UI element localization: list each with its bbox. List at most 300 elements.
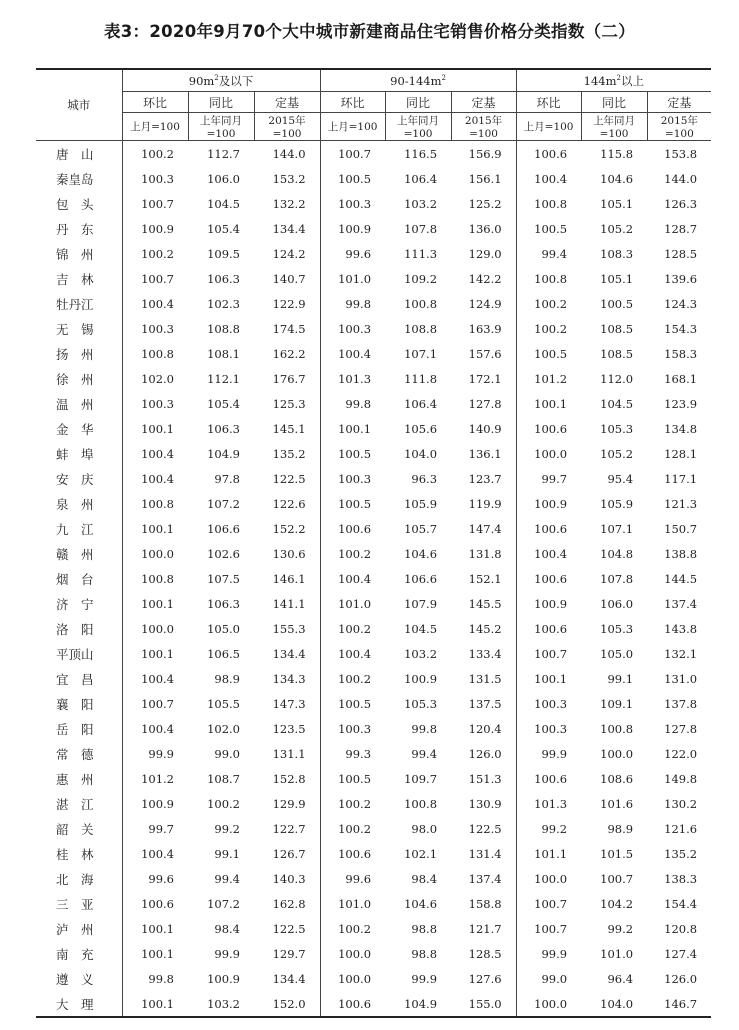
base-prev-year: 上年同月=100 bbox=[188, 113, 254, 141]
index-value: 105.1 bbox=[600, 271, 634, 286]
index-value: 131.0 bbox=[664, 671, 698, 686]
index-value: 100.3 bbox=[320, 466, 385, 491]
index-value: 106.4 bbox=[404, 396, 438, 411]
index-value: 122.5 bbox=[272, 921, 306, 936]
index-value: 105.9 bbox=[404, 496, 438, 511]
base-prev-month: 上月=100 bbox=[122, 113, 188, 141]
index-value: 154.4 bbox=[664, 896, 698, 911]
index-value: 99.9 bbox=[516, 941, 581, 966]
index-value: 100.0 bbox=[141, 546, 174, 561]
index-value: 100.3 bbox=[141, 396, 174, 411]
index-value: 105.7 bbox=[404, 521, 438, 536]
index-value: 105.0 bbox=[207, 621, 240, 636]
index-value: 100.1 bbox=[320, 416, 385, 441]
city-name: 烟 台 bbox=[36, 566, 122, 591]
city-name: 湛 江 bbox=[36, 791, 122, 816]
index-value: 99.6 bbox=[320, 866, 385, 891]
index-value: 98.0 bbox=[411, 821, 438, 836]
city-name: 蚌 埠 bbox=[36, 441, 122, 466]
table-row bbox=[36, 666, 711, 691]
index-value: 107.1 bbox=[404, 346, 438, 361]
index-value: 100.5 bbox=[320, 766, 385, 791]
index-value: 131.8 bbox=[468, 546, 502, 561]
index-value: 100.4 bbox=[141, 671, 174, 686]
index-value: 144.0 bbox=[664, 171, 698, 186]
base-2015: 2015年=100 bbox=[254, 113, 320, 141]
subheader-yoy: 同比 bbox=[581, 92, 647, 113]
index-value: 137.5 bbox=[468, 696, 502, 711]
index-value: 100.8 bbox=[600, 721, 634, 736]
index-value: 120.8 bbox=[664, 921, 698, 936]
index-value: 100.7 bbox=[600, 871, 634, 886]
index-value: 100.0 bbox=[141, 621, 174, 636]
index-value: 100.2 bbox=[516, 316, 581, 341]
index-value: 122.0 bbox=[664, 746, 698, 761]
index-value: 107.8 bbox=[404, 221, 438, 236]
city-name: 桂 林 bbox=[36, 841, 122, 866]
index-value: 100.8 bbox=[141, 346, 174, 361]
index-value: 100.2 bbox=[516, 291, 581, 316]
index-value: 108.5 bbox=[600, 346, 634, 361]
group-header-large: $144m^2$以上 bbox=[516, 69, 711, 92]
index-value: 102.0 bbox=[207, 721, 240, 736]
table-row bbox=[36, 216, 711, 241]
index-value: 100.2 bbox=[320, 616, 385, 641]
city-name: 南 充 bbox=[36, 941, 122, 966]
index-value: 104.5 bbox=[207, 196, 240, 211]
index-value: 107.9 bbox=[404, 596, 438, 611]
index-value: 100.9 bbox=[516, 491, 581, 516]
table-row bbox=[36, 341, 711, 366]
index-value: 129.0 bbox=[468, 246, 502, 261]
index-value: 152.2 bbox=[272, 521, 306, 536]
index-value: 112.1 bbox=[207, 371, 240, 386]
index-value: 138.3 bbox=[664, 871, 698, 886]
table-row bbox=[36, 516, 711, 541]
index-value: 127.6 bbox=[468, 971, 502, 986]
index-value: 109.5 bbox=[207, 246, 240, 261]
table-title: 表3：2020年9月70个大中城市新建商品住宅销售价格分类指数（二） bbox=[103, 22, 636, 41]
index-value: 100.2 bbox=[141, 246, 174, 261]
table-header bbox=[36, 69, 711, 141]
index-value: 99.6 bbox=[320, 241, 385, 266]
index-value: 174.5 bbox=[272, 321, 306, 336]
index-value: 156.1 bbox=[468, 171, 502, 186]
index-value: 100.7 bbox=[141, 196, 174, 211]
index-value: 176.7 bbox=[272, 371, 306, 386]
index-value: 100.2 bbox=[320, 791, 385, 816]
index-value: 157.6 bbox=[468, 346, 502, 361]
city-name: 韶 关 bbox=[36, 816, 122, 841]
index-value: 101.3 bbox=[320, 366, 385, 391]
index-value: 103.2 bbox=[188, 991, 254, 1017]
index-value: 106.5 bbox=[207, 646, 240, 661]
city-name: 吉 林 bbox=[36, 266, 122, 291]
index-value: 99.8 bbox=[320, 291, 385, 316]
index-value: 147.3 bbox=[272, 696, 306, 711]
table-row bbox=[36, 641, 711, 666]
index-value: 137.4 bbox=[468, 871, 502, 886]
index-value: 105.4 bbox=[207, 221, 240, 236]
index-value: 98.9 bbox=[607, 821, 634, 836]
city-column-header: 城市 bbox=[36, 69, 122, 141]
index-value: 100.6 bbox=[516, 566, 581, 591]
city-name: 大 理 bbox=[36, 991, 122, 1017]
table-row bbox=[36, 716, 711, 741]
index-value: 100.5 bbox=[320, 441, 385, 466]
index-value: 104.0 bbox=[404, 446, 438, 461]
index-value: 139.6 bbox=[664, 271, 698, 286]
city-name: 九 江 bbox=[36, 516, 122, 541]
index-value: 162.8 bbox=[272, 896, 306, 911]
index-value: 100.6 bbox=[516, 516, 581, 541]
index-value: 106.0 bbox=[600, 596, 634, 611]
index-value: 101.1 bbox=[516, 841, 581, 866]
index-value: 105.0 bbox=[600, 646, 634, 661]
index-value: 100.4 bbox=[320, 641, 385, 666]
index-value: 122.7 bbox=[272, 821, 306, 836]
index-value: 126.3 bbox=[664, 196, 698, 211]
index-value: 142.2 bbox=[468, 271, 502, 286]
index-value: 107.1 bbox=[600, 521, 634, 536]
index-value: 108.1 bbox=[207, 346, 240, 361]
index-value: 119.9 bbox=[468, 496, 502, 511]
index-value: 155.3 bbox=[272, 621, 306, 636]
index-value: 98.8 bbox=[411, 921, 438, 936]
table-row bbox=[36, 366, 711, 391]
index-value: 130.2 bbox=[664, 796, 698, 811]
index-value: 130.6 bbox=[272, 546, 306, 561]
index-value: 140.3 bbox=[272, 871, 306, 886]
subheader-fixed: 定基 bbox=[647, 92, 711, 113]
subheader-yoy: 同比 bbox=[188, 92, 254, 113]
index-value: 124.9 bbox=[468, 296, 502, 311]
table-row bbox=[36, 416, 711, 441]
city-name: 惠 州 bbox=[36, 766, 122, 791]
index-value: 99.9 bbox=[214, 946, 240, 961]
index-value: 99.7 bbox=[516, 466, 581, 491]
index-value: 122.6 bbox=[272, 496, 306, 511]
index-value: 105.6 bbox=[404, 421, 438, 436]
index-value: 152.1 bbox=[468, 571, 502, 586]
index-value: 138.8 bbox=[664, 546, 698, 561]
index-value: 136.0 bbox=[468, 221, 502, 236]
index-value: 100.7 bbox=[320, 141, 385, 167]
index-value: 125.2 bbox=[468, 196, 502, 211]
index-value: 128.7 bbox=[664, 221, 698, 236]
index-value: 112.7 bbox=[207, 146, 240, 161]
table-row bbox=[36, 291, 711, 316]
index-value: 145.2 bbox=[468, 621, 502, 636]
index-value: 145.1 bbox=[272, 421, 306, 436]
index-value: 140.9 bbox=[468, 421, 502, 436]
table-row bbox=[36, 141, 711, 167]
index-value: 137.4 bbox=[664, 596, 698, 611]
index-value: 101.0 bbox=[600, 946, 634, 961]
index-value: 107.5 bbox=[207, 571, 240, 586]
index-value: 99.4 bbox=[411, 746, 438, 761]
index-value: 99.6 bbox=[148, 871, 174, 886]
index-value: 134.4 bbox=[272, 971, 306, 986]
index-value: 100.3 bbox=[141, 171, 174, 186]
index-value: 121.3 bbox=[664, 496, 698, 511]
base-2015: 2015年=100 bbox=[451, 113, 516, 141]
index-value: 100.2 bbox=[320, 816, 385, 841]
index-value: 100.9 bbox=[320, 216, 385, 241]
index-value: 172.1 bbox=[468, 371, 502, 386]
city-name: 岳 阳 bbox=[36, 716, 122, 741]
index-value: 100.7 bbox=[141, 696, 174, 711]
city-name: 宜 昌 bbox=[36, 666, 122, 691]
index-value: 100.5 bbox=[600, 296, 634, 311]
index-value: 100.3 bbox=[516, 716, 581, 741]
index-value: 97.8 bbox=[214, 471, 240, 486]
index-value: 99.0 bbox=[214, 746, 240, 761]
index-value: 127.4 bbox=[664, 946, 698, 961]
index-value: 131.5 bbox=[468, 671, 502, 686]
index-value: 99.9 bbox=[411, 971, 438, 986]
index-value: 106.0 bbox=[207, 171, 240, 186]
index-value: 99.2 bbox=[516, 816, 581, 841]
index-value: 151.3 bbox=[468, 771, 502, 786]
index-value: 126.7 bbox=[272, 846, 306, 861]
index-value: 105.5 bbox=[207, 696, 240, 711]
base-prev-month: 上月=100 bbox=[320, 113, 385, 141]
index-value: 100.6 bbox=[516, 766, 581, 791]
index-value: 99.1 bbox=[214, 846, 240, 861]
index-value: 136.1 bbox=[468, 446, 502, 461]
index-value: 100.5 bbox=[320, 491, 385, 516]
index-value: 117.1 bbox=[664, 471, 698, 486]
index-value: 100.8 bbox=[141, 496, 174, 511]
index-value: 100.3 bbox=[141, 321, 174, 336]
index-value: 99.7 bbox=[148, 821, 174, 836]
index-value: 106.6 bbox=[207, 521, 240, 536]
index-value: 104.0 bbox=[581, 991, 647, 1017]
index-value: 100.4 bbox=[141, 471, 174, 486]
index-value: 100.2 bbox=[320, 541, 385, 566]
price-index-table bbox=[36, 68, 711, 1018]
index-value: 107.2 bbox=[207, 896, 240, 911]
index-value: 137.8 bbox=[664, 696, 698, 711]
table-row bbox=[36, 466, 711, 491]
index-value: 100.9 bbox=[516, 591, 581, 616]
index-value: 132.1 bbox=[664, 646, 698, 661]
table-body bbox=[36, 141, 711, 1018]
index-value: 99.9 bbox=[148, 746, 174, 761]
index-value: 100.3 bbox=[320, 716, 385, 741]
index-value: 100.0 bbox=[320, 966, 385, 991]
index-value: 96.3 bbox=[411, 471, 438, 486]
index-value: 102.6 bbox=[207, 546, 240, 561]
index-value: 109.1 bbox=[600, 696, 634, 711]
index-value: 111.3 bbox=[404, 246, 438, 261]
table-row bbox=[36, 391, 711, 416]
city-name: 平顶山 bbox=[36, 641, 122, 666]
index-value: 143.8 bbox=[664, 621, 698, 636]
index-value: 100.8 bbox=[516, 191, 581, 216]
index-value: 124.2 bbox=[272, 246, 306, 261]
base-prev-year: 上年同月=100 bbox=[581, 113, 647, 141]
city-name: 遵 义 bbox=[36, 966, 122, 991]
index-value: 99.1 bbox=[607, 671, 634, 686]
index-value: 101.0 bbox=[320, 266, 385, 291]
index-value: 102.1 bbox=[404, 846, 438, 861]
index-value: 104.2 bbox=[600, 896, 634, 911]
index-value: 105.2 bbox=[600, 446, 634, 461]
city-name: 泉 州 bbox=[36, 491, 122, 516]
index-value: 104.5 bbox=[404, 621, 438, 636]
table-row bbox=[36, 316, 711, 341]
base-prev-year: 上年同月=100 bbox=[385, 113, 451, 141]
table-row bbox=[36, 591, 711, 616]
index-value: 134.8 bbox=[664, 421, 698, 436]
index-value: 111.8 bbox=[404, 371, 438, 386]
index-value: 100.5 bbox=[516, 216, 581, 241]
index-value: 107.2 bbox=[207, 496, 240, 511]
index-value: 100.0 bbox=[516, 866, 581, 891]
index-value: 115.8 bbox=[600, 146, 634, 161]
index-value: 98.4 bbox=[214, 921, 240, 936]
index-value: 144.0 bbox=[272, 146, 306, 161]
index-value: 106.3 bbox=[207, 271, 240, 286]
index-value: 106.4 bbox=[404, 171, 438, 186]
index-value: 132.2 bbox=[272, 196, 306, 211]
index-value: 158.3 bbox=[664, 346, 698, 361]
index-value: 101.0 bbox=[320, 891, 385, 916]
index-value: 106.3 bbox=[207, 596, 240, 611]
table-row bbox=[36, 841, 711, 866]
city-name: 泸 州 bbox=[36, 916, 122, 941]
index-value: 122.9 bbox=[272, 296, 306, 311]
index-value: 100.7 bbox=[141, 271, 174, 286]
index-value: 99.9 bbox=[516, 741, 581, 766]
table-row bbox=[36, 541, 711, 566]
index-value: 152.0 bbox=[254, 991, 320, 1017]
index-value: 141.1 bbox=[272, 596, 306, 611]
index-value: 101.2 bbox=[141, 771, 174, 786]
base-2015: 2015年=100 bbox=[647, 113, 711, 141]
subheader-fixed: 定基 bbox=[451, 92, 516, 113]
city-name: 温 州 bbox=[36, 391, 122, 416]
index-value: 100.6 bbox=[516, 416, 581, 441]
table-row bbox=[36, 766, 711, 791]
table-row bbox=[36, 566, 711, 591]
index-value: 108.8 bbox=[404, 321, 438, 336]
index-value: 103.2 bbox=[404, 646, 438, 661]
index-value: 108.8 bbox=[207, 321, 240, 336]
index-value: 123.5 bbox=[272, 721, 306, 736]
index-value: 105.3 bbox=[404, 696, 438, 711]
index-value: 109.7 bbox=[404, 771, 438, 786]
base-prev-month: 上月=100 bbox=[516, 113, 581, 141]
base-row bbox=[36, 113, 711, 141]
index-value: 146.1 bbox=[272, 571, 306, 586]
index-value: 100.9 bbox=[404, 671, 438, 686]
index-value: 100.1 bbox=[141, 946, 174, 961]
index-value: 100.9 bbox=[141, 796, 174, 811]
index-value: 100.4 bbox=[516, 541, 581, 566]
index-value: 100.2 bbox=[141, 146, 174, 161]
group-header-small: $90m^2$及以下 bbox=[122, 69, 320, 92]
index-value: 125.3 bbox=[272, 396, 306, 411]
index-value: 100.1 bbox=[141, 596, 174, 611]
index-value: 145.5 bbox=[468, 596, 502, 611]
index-value: 135.2 bbox=[272, 446, 306, 461]
city-name: 丹 东 bbox=[36, 216, 122, 241]
index-value: 98.8 bbox=[411, 946, 438, 961]
index-value: 104.6 bbox=[404, 896, 438, 911]
index-value: 100.1 bbox=[141, 921, 174, 936]
city-name: 扬 州 bbox=[36, 341, 122, 366]
index-value: 100.4 bbox=[320, 341, 385, 366]
index-value: 100.0 bbox=[516, 991, 581, 1017]
index-value: 100.8 bbox=[404, 796, 438, 811]
table-row bbox=[36, 941, 711, 966]
index-value: 134.4 bbox=[272, 646, 306, 661]
index-value: 103.2 bbox=[404, 196, 438, 211]
index-value: 153.8 bbox=[664, 146, 698, 161]
city-name: 赣 州 bbox=[36, 541, 122, 566]
index-value: 100.1 bbox=[141, 421, 174, 436]
index-value: 156.9 bbox=[468, 146, 502, 161]
index-value: 102.3 bbox=[207, 296, 240, 311]
subheader-mom: 环比 bbox=[122, 92, 188, 113]
city-name: 包 头 bbox=[36, 191, 122, 216]
index-value: 100.0 bbox=[600, 746, 634, 761]
index-value: 106.6 bbox=[404, 571, 438, 586]
table-row bbox=[36, 991, 711, 1017]
index-value: 106.3 bbox=[207, 421, 240, 436]
index-value: 126.0 bbox=[468, 746, 502, 761]
index-value: 100.4 bbox=[320, 566, 385, 591]
index-value: 100.3 bbox=[320, 191, 385, 216]
subheader-yoy: 同比 bbox=[385, 92, 451, 113]
index-value: 100.4 bbox=[141, 446, 174, 461]
table-row bbox=[36, 491, 711, 516]
index-value: 135.2 bbox=[664, 846, 698, 861]
city-name: 济 宁 bbox=[36, 591, 122, 616]
index-value: 100.3 bbox=[320, 316, 385, 341]
index-value: 105.3 bbox=[600, 421, 634, 436]
index-value: 168.1 bbox=[664, 371, 698, 386]
index-value: 112.0 bbox=[600, 371, 634, 386]
index-value: 99.4 bbox=[214, 871, 240, 886]
index-value: 107.8 bbox=[600, 571, 634, 586]
index-value: 158.8 bbox=[468, 896, 502, 911]
index-value: 100.7 bbox=[516, 641, 581, 666]
index-value: 100.5 bbox=[320, 166, 385, 191]
index-value: 123.7 bbox=[468, 471, 502, 486]
index-value: 100.6 bbox=[516, 616, 581, 641]
subheader-mom: 环比 bbox=[320, 92, 385, 113]
index-value: 100.2 bbox=[320, 916, 385, 941]
index-value: 96.4 bbox=[607, 971, 634, 986]
city-name: 常 德 bbox=[36, 741, 122, 766]
index-value: 102.0 bbox=[141, 371, 174, 386]
index-value: 149.8 bbox=[664, 771, 698, 786]
index-value: 140.7 bbox=[272, 271, 306, 286]
table-row bbox=[36, 791, 711, 816]
index-value: 134.4 bbox=[272, 221, 306, 236]
city-name: 唐 山 bbox=[36, 141, 122, 167]
index-value: 152.8 bbox=[272, 771, 306, 786]
index-value: 127.8 bbox=[664, 721, 698, 736]
index-value: 155.0 bbox=[451, 991, 516, 1017]
subheader-row bbox=[36, 92, 711, 113]
table-row bbox=[36, 916, 711, 941]
index-value: 153.2 bbox=[272, 171, 306, 186]
